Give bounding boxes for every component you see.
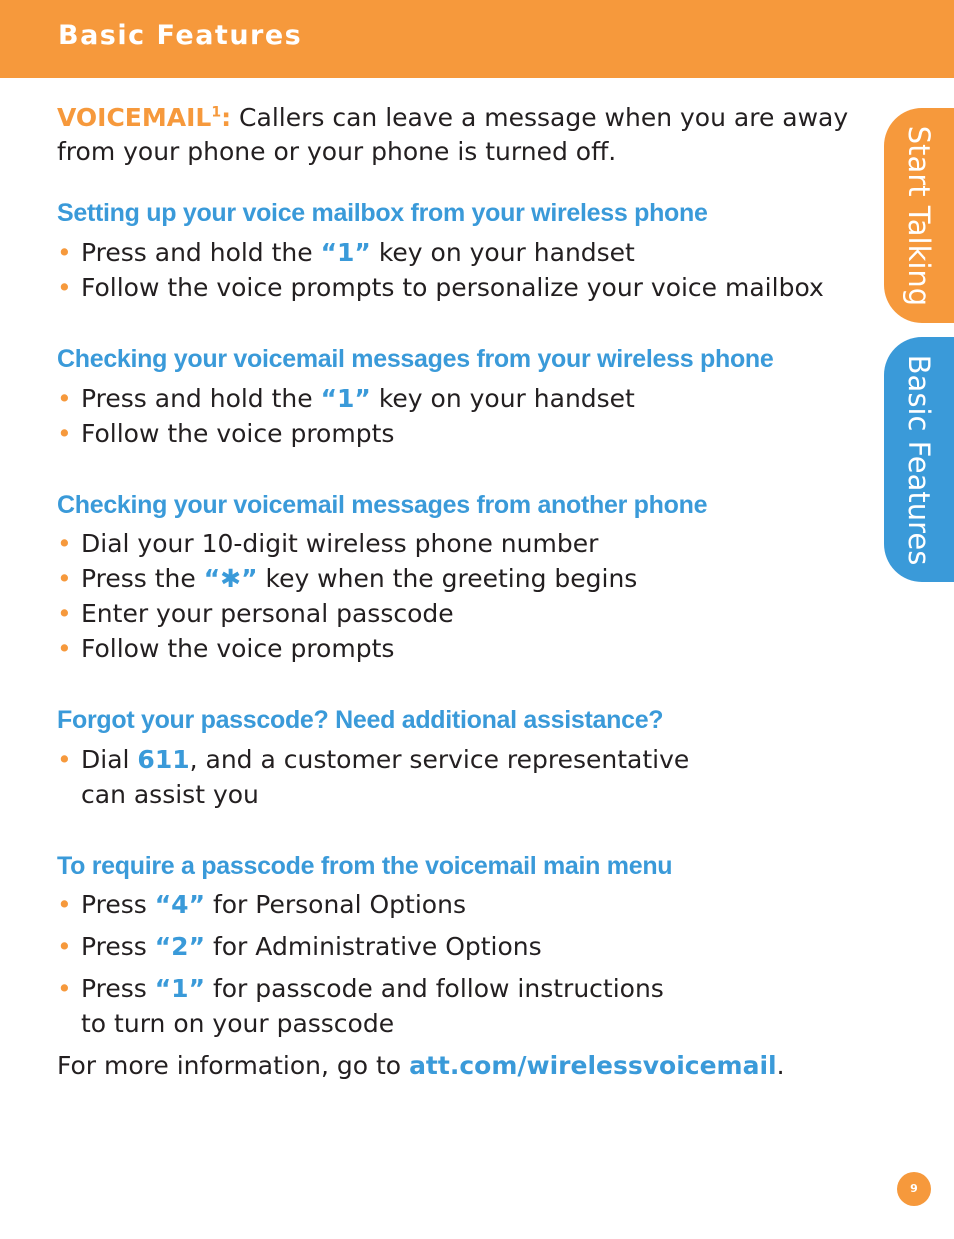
key-highlight: “4” — [154, 890, 206, 919]
item-text: Dial your 10-digit wireless phone number — [81, 529, 599, 558]
list-item — [57, 596, 867, 631]
key-highlight: “2” — [154, 932, 206, 961]
bullet-dot: • — [57, 564, 72, 593]
item-text: Press — [81, 890, 155, 919]
more-info — [57, 1048, 867, 1083]
voicemail-intro — [57, 101, 867, 169]
more-info-text: For more information, go to — [57, 1051, 410, 1080]
item-text-line2: can assist you — [81, 780, 259, 809]
item-text: Press — [81, 974, 155, 1003]
bullet-dot: • — [57, 634, 72, 663]
item-text: key when the greeting begins — [257, 564, 638, 593]
section-list-check-other — [57, 526, 867, 666]
section-list-forgot-passcode — [57, 742, 867, 812]
item-text: , and a customer service representative — [189, 745, 690, 774]
bullet-dot: • — [57, 419, 72, 448]
section-list-setup — [57, 235, 867, 305]
star-key-highlight: “✱” — [203, 564, 258, 593]
list-item — [57, 929, 867, 964]
list-item — [57, 631, 867, 666]
section-heading-check-other: Checking your voicemail messages from another phone — [57, 491, 708, 519]
item-text: Press the — [81, 564, 204, 593]
phone-number-highlight: 611 — [137, 745, 190, 774]
item-text: Follow the voice prompts — [81, 634, 395, 663]
item-text: Enter your personal passcode — [81, 599, 454, 628]
list-item — [57, 887, 867, 922]
bullet-dot: • — [57, 974, 72, 1003]
item-text: Press and hold the — [81, 238, 321, 267]
key-highlight: “1” — [154, 974, 206, 1003]
section-list-check-wireless — [57, 381, 867, 451]
tab-basic-features-label: Basic Features — [902, 354, 936, 565]
item-text: Dial — [81, 745, 138, 774]
key-highlight: “1” — [320, 238, 371, 267]
header-band — [0, 0, 954, 78]
section-heading-require-passcode: To require a passcode from the voicemail main menu — [57, 852, 673, 880]
tab-start-talking-label: Start Talking — [902, 125, 936, 306]
item-text: for passcode and follow instructions — [205, 974, 664, 1003]
list-item — [57, 526, 867, 561]
bullet-dot: • — [57, 529, 72, 558]
key-highlight: “1” — [320, 384, 371, 413]
more-info-period: . — [776, 1051, 785, 1080]
bullet-dot: • — [57, 273, 72, 302]
list-item — [57, 235, 867, 270]
voicemail-link[interactable]: att.com/wirelessvoicemail — [409, 1051, 777, 1080]
bullet-dot: • — [57, 599, 72, 628]
voicemail-title-colon: : — [221, 103, 232, 132]
voicemail-intro-text: Callers can leave a message when you are away from your phone or your phone is turned off. — [57, 103, 849, 166]
item-text-line2: to turn on your passcode — [81, 1009, 395, 1038]
item-text: Press and hold the — [81, 384, 321, 413]
item-text: Follow the voice prompts — [81, 419, 395, 448]
footnote-marker: 1 — [211, 104, 222, 121]
bullet-dot: • — [57, 932, 72, 961]
list-item — [57, 971, 867, 1041]
bullet-dot: • — [57, 890, 72, 919]
list-item — [57, 561, 867, 596]
bullet-dot: • — [57, 238, 72, 267]
item-text: Press — [81, 932, 155, 961]
page-number-badge: 9 — [897, 1172, 931, 1206]
section-list-require-passcode — [57, 887, 867, 1041]
tab-basic-features[interactable] — [884, 337, 954, 582]
main-content — [57, 101, 867, 1083]
section-heading-setup: Setting up your voice mailbox from your wireless phone — [57, 199, 708, 227]
item-text: for Personal Options — [205, 890, 466, 919]
list-item — [57, 742, 867, 812]
list-item — [57, 416, 867, 451]
list-item — [57, 381, 867, 416]
voicemail-title-text: VOICEMAIL — [57, 103, 212, 132]
tab-start-talking[interactable] — [884, 108, 954, 323]
section-heading-check-wireless: Checking your voicemail messages from your wireless phone — [57, 345, 774, 373]
section-heading-forgot-passcode: Forgot your passcode? Need additional assistance? — [57, 706, 664, 734]
item-text: key on your handset — [370, 238, 635, 267]
list-item — [57, 270, 867, 305]
voicemail-title — [57, 103, 231, 132]
bullet-dot: • — [57, 384, 72, 413]
page-title: Basic Features — [58, 20, 303, 51]
item-text: Follow the voice prompts to personalize your voice mailbox — [81, 273, 824, 302]
item-text: for Administrative Options — [205, 932, 542, 961]
bullet-dot: • — [57, 745, 72, 774]
item-text: key on your handset — [370, 384, 635, 413]
